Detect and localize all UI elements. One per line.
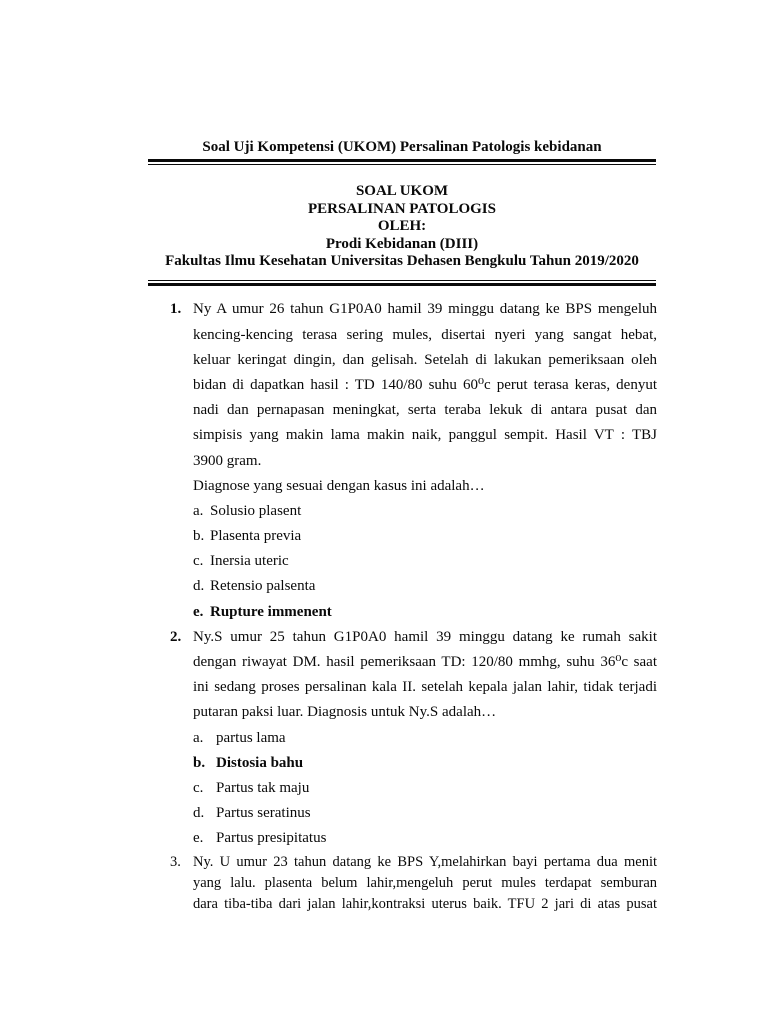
question-row	[0, 398, 768, 423]
question-row	[0, 650, 768, 675]
answer-option-a	[0, 499, 768, 524]
question-row	[0, 423, 768, 448]
option-letter: e.	[193, 830, 204, 847]
divider-thick-line	[148, 159, 656, 162]
option-text: Inersia uteric	[210, 553, 289, 570]
title-line: OLEH:	[377, 218, 427, 234]
question-row	[0, 700, 768, 725]
option-letter: d.	[193, 578, 205, 595]
option-text: Solusio plasent	[210, 502, 302, 519]
option-letter: c.	[193, 553, 204, 570]
question-text-line: dara tiba-tiba dari jalan lahir,kontraksi uterus baik. TFU 2 jari di atas pusat	[193, 895, 657, 912]
question-row	[0, 675, 768, 700]
option-letter: c.	[193, 779, 204, 796]
question-row	[0, 894, 768, 915]
answer-option-c	[0, 776, 768, 801]
question-text-line: 3900 gram.	[193, 452, 262, 469]
option-letter: b.	[193, 528, 205, 545]
question-text-line: yang lalu. plasenta belum lahir,mengeluh perut mules terdapat semburan	[193, 874, 657, 891]
question-3	[0, 852, 768, 915]
question-1	[0, 297, 768, 624]
question-number: 3.	[170, 853, 181, 870]
question-row	[0, 373, 768, 398]
option-text: Partus presipitatus	[216, 830, 327, 847]
question-text-line: ini sedang proses persalinan kala II. setelah kepala jalan lahir, tidak terjadi	[193, 679, 657, 696]
option-letter: a.	[193, 502, 204, 519]
answer-option-c	[0, 549, 768, 574]
option-text: Partus tak maju	[216, 779, 310, 796]
option-letter: d.	[193, 805, 205, 822]
question-row	[0, 348, 768, 373]
divider-thin-line	[148, 280, 656, 281]
answer-option-d	[0, 801, 768, 826]
divider-thin-line	[148, 164, 656, 165]
question-text-line: kencing-kencing terasa sering mules, disertai nyeri yang sangat hebat,	[193, 326, 657, 343]
question-text-line: bidan di dapatkan hasil : TD 140/80 suhu 60⁰c perut terasa keras, denyut	[193, 376, 657, 393]
option-letter: e.	[193, 603, 204, 620]
answer-option-d	[0, 574, 768, 599]
question-text-line: Ny.S umur 25 tahun G1P0A0 hamil 39 minggu datang ke rumah sakit	[193, 628, 657, 645]
question-2	[0, 625, 768, 852]
question-row	[0, 474, 768, 499]
title-line: SOAL UKOM	[355, 183, 449, 199]
question-text-line: putaran paksi luar. Diagnosis untuk Ny.S adalah…	[193, 704, 497, 721]
question-text-line: keluar keringat dingin, dan gelisah. Setelah di lakukan pemeriksaan oleh	[193, 351, 657, 368]
question-text-line: simpisis yang makin lama makin naik, panggul sempit. Hasil VT : TBJ	[193, 427, 657, 444]
question-row	[0, 873, 768, 894]
question-text-line: Ny A umur 26 tahun G1P0A0 hamil 39 minggu datang ke BPS mengeluh	[193, 301, 657, 318]
question-prompt: Diagnose yang sesuai dengan kasus ini adalah…	[193, 477, 485, 494]
question-list	[0, 297, 768, 851]
option-text: Rupture immenent	[210, 603, 332, 620]
question-row	[0, 625, 768, 650]
title-line: Fakultas Ilmu Kesehatan Universitas Dehasen Bengkulu Tahun 2019/2020	[165, 253, 639, 269]
title-line: Prodi Kebidanan (DIII)	[325, 235, 479, 252]
question-text-line: dengan riwayat DM. hasil pemeriksaan TD: 120/80 mmhg, suhu 36⁰c saat	[193, 654, 657, 671]
answer-option-e	[0, 600, 768, 625]
question-row	[0, 297, 768, 322]
option-text: Retensio palsenta	[210, 578, 316, 595]
divider-thick-line	[148, 283, 656, 286]
title-line: PERSALINAN PATOLOGIS	[308, 200, 496, 217]
question-row	[0, 449, 768, 474]
document-header-title: Soal Uji Kompetensi (UKOM) Persalinan Patologis kebidanan	[202, 139, 602, 155]
question-number: 1.	[170, 301, 182, 318]
question-row	[0, 852, 768, 873]
question-text-line: nadi dan pernapasan meningkat, serta teraba lekuk di antara pusat dan	[193, 402, 657, 419]
option-letter: a.	[193, 729, 204, 746]
option-text: Plasenta previa	[210, 528, 302, 545]
answer-option-a	[0, 726, 768, 751]
answer-option-b	[0, 751, 768, 776]
title-block	[148, 183, 656, 271]
answer-option-b	[0, 524, 768, 549]
option-letter: b.	[193, 754, 206, 771]
question-text-line: Ny. U umur 23 tahun datang ke BPS Y,melahirkan bayi pertama dua menit	[193, 853, 657, 870]
question-number: 2.	[170, 628, 182, 645]
option-text: Distosia bahu	[216, 754, 304, 771]
answer-option-e	[0, 826, 768, 851]
option-text: partus lama	[216, 729, 286, 746]
option-text: Partus seratinus	[216, 805, 311, 822]
question-row	[0, 323, 768, 348]
